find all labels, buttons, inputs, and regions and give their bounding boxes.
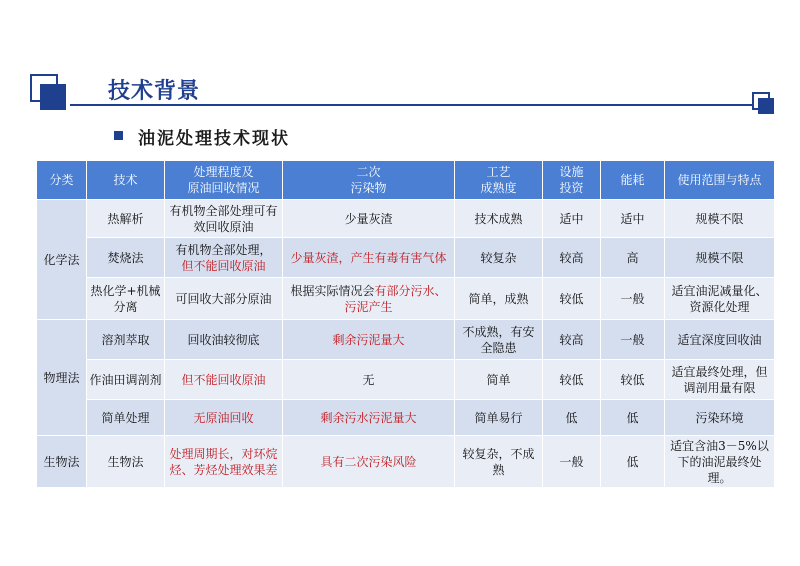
investment-cell: 较高	[543, 320, 601, 360]
table-row	[37, 360, 775, 400]
investment-cell: 适中	[543, 200, 601, 238]
table-header-row	[37, 161, 775, 200]
maturity-cell: 简单，成熟	[455, 278, 543, 320]
investment-cell: 较高	[543, 238, 601, 278]
investment-cell: 较低	[543, 360, 601, 400]
technique-cell: 热化学+机械分离	[87, 278, 165, 320]
category-cell: 化学法	[37, 200, 87, 320]
pollution-cell: 无	[283, 360, 455, 400]
header-cell: 分类	[37, 161, 87, 200]
maturity-cell: 技术成熟	[455, 200, 543, 238]
header-cell: 二次 污染物	[283, 161, 455, 200]
energy-cell: 一般	[601, 278, 665, 320]
maturity-cell: 简单	[455, 360, 543, 400]
energy-cell: 适中	[601, 200, 665, 238]
page-title: 技术背景	[108, 79, 201, 104]
technique-cell: 作油田调剖剂	[87, 360, 165, 400]
recovery-cell: 处理周期长，对环烷烃、芳烃处理效果差	[165, 436, 283, 488]
pollution-cell: 剩余污水污泥量大	[283, 400, 455, 436]
corner-decoration-square	[758, 98, 774, 114]
pollution-cell: 根据实际情况会有部分污水、污泥产生	[283, 278, 455, 320]
technique-cell: 焚烧法	[87, 238, 165, 278]
maturity-cell: 较复杂	[455, 238, 543, 278]
maturity-cell: 较复杂，不成熟	[455, 436, 543, 488]
title-underline	[70, 104, 754, 106]
pollution-cell: 剩余污泥量大	[283, 320, 455, 360]
recovery-cell: 回收油较彻底	[165, 320, 283, 360]
pollution-cell: 少量灰渣	[283, 200, 455, 238]
technique-cell: 热解析	[87, 200, 165, 238]
scope-cell: 适宜深度回收油	[665, 320, 775, 360]
table-row	[37, 436, 775, 488]
title-decoration-square	[40, 84, 66, 110]
technique-cell: 溶剂萃取	[87, 320, 165, 360]
table-row	[37, 278, 775, 320]
investment-cell: 一般	[543, 436, 601, 488]
maturity-cell: 不成熟，有安全隐患	[455, 320, 543, 360]
investment-cell: 低	[543, 400, 601, 436]
table-row	[37, 400, 775, 436]
header-cell: 设施 投资	[543, 161, 601, 200]
recovery-cell: 可回收大部分原油	[165, 278, 283, 320]
investment-cell: 较低	[543, 278, 601, 320]
energy-cell: 高	[601, 238, 665, 278]
header-cell: 能耗	[601, 161, 665, 200]
pollution-cell: 少量灰渣，产生有毒有害气体	[283, 238, 455, 278]
table-row	[37, 200, 775, 238]
energy-cell: 一般	[601, 320, 665, 360]
header-cell: 工艺 成熟度	[455, 161, 543, 200]
scope-cell: 规模不限	[665, 200, 775, 238]
energy-cell: 低	[601, 436, 665, 488]
scope-cell: 适宜最终处理，但调剖用量有限	[665, 360, 775, 400]
technique-cell: 简单处理	[87, 400, 165, 436]
recovery-cell: 有机物全部处理可有效回收原油	[165, 200, 283, 238]
category-cell: 物理法	[37, 320, 87, 436]
recovery-cell: 有机物全部处理， 但不能回收原油	[165, 238, 283, 278]
recovery-cell: 无原油回收	[165, 400, 283, 436]
maturity-cell: 简单易行	[455, 400, 543, 436]
technique-cell: 生物法	[87, 436, 165, 488]
energy-cell: 较低	[601, 360, 665, 400]
header-cell: 技术	[87, 161, 165, 200]
scope-cell: 规模不限	[665, 238, 775, 278]
bullet-square-icon	[114, 131, 123, 140]
scope-cell: 污染环境	[665, 400, 775, 436]
table-row	[37, 238, 775, 278]
energy-cell: 低	[601, 400, 665, 436]
scope-cell: 适宜含油3－5%以下的油泥最终处理。	[665, 436, 775, 488]
technology-comparison-table	[36, 160, 775, 488]
pollution-cell: 具有二次污染风险	[283, 436, 455, 488]
scope-cell: 适宜油泥减量化、资源化处理	[665, 278, 775, 320]
header-cell: 处理程度及 原油回收情况	[165, 161, 283, 200]
header-cell: 使用范围与特点	[665, 161, 775, 200]
section-subtitle: 油泥处理技术现状	[138, 129, 290, 149]
category-cell: 生物法	[37, 436, 87, 488]
table-row	[37, 320, 775, 360]
recovery-cell: 但不能回收原油	[165, 360, 283, 400]
